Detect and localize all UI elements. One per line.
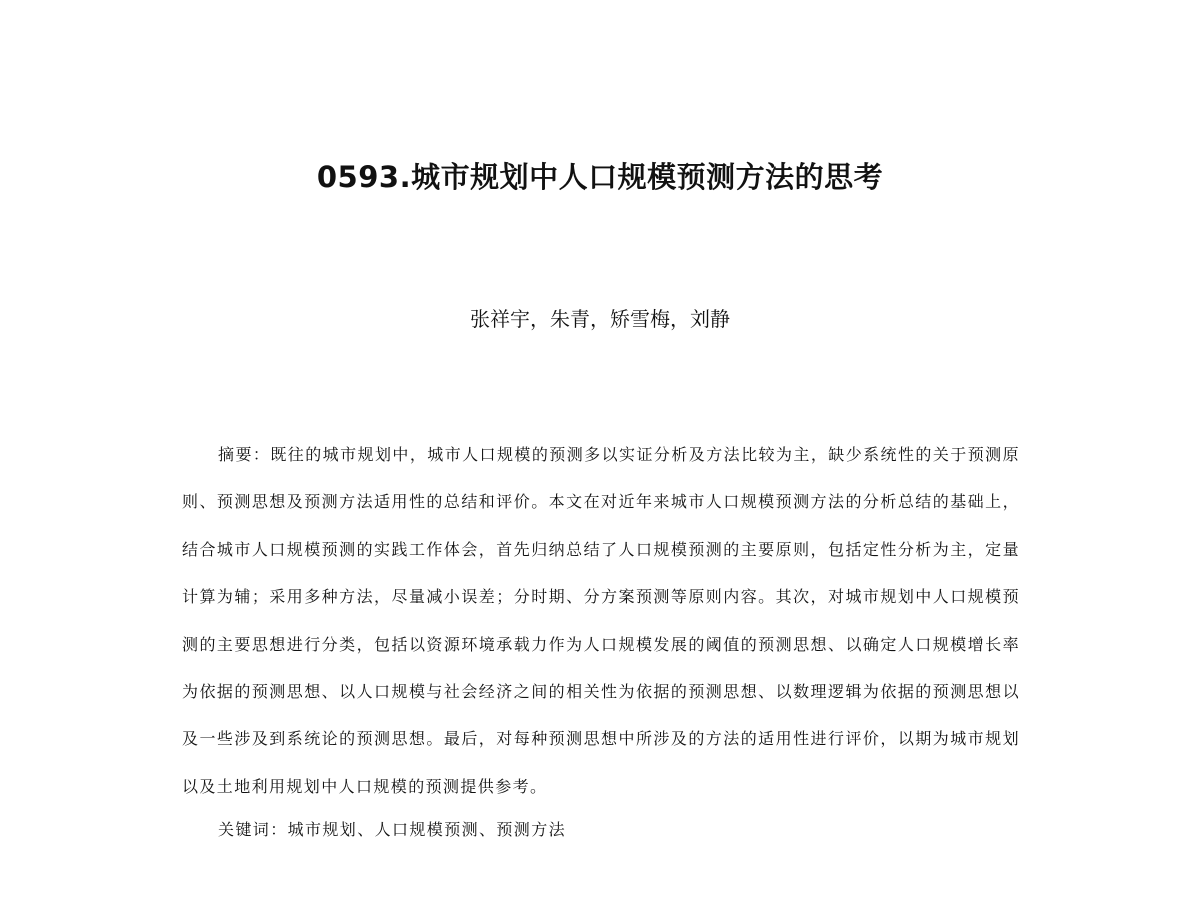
abstract-text: 既往的城市规划中，城市人口规模的预测多以实证分析及方法比较为主，缺少系统性的关于预测原则、预测思想及预测方法适用性的总结和评价。本文在对近年来城市人口规模预测方法的分析总结的基础上，结合城市人口规模预测的实践工作体会，首先归纳总结了人口规模预测的主要原则，包括定性分析为主，定量计算为辅；采用多种方法，尽量减小误差；分时期、分方案预测等原则内容。其次，对城市规划中人口规模预测的主要思想进行分类，包括以资源环境承载力作为人口规模发展的阈值的预测思想、以确定人口规模增长率为依据的预测思想、以人口规模与社会经济之间的相关性为依据的预测思想、以数理逻辑为依据的预测思想以及一些涉及到系统论的预测思想。最后，对每种预测思想中所涉及的方法的适用性进行评价，以期为城市规划以及土地利用规划中人口规模的预测提供参考。 xyxy=(182,445,1020,796)
paper-authors: 张祥宇，朱青，矫雪梅，刘静 xyxy=(470,307,730,331)
keywords-line xyxy=(218,814,566,846)
keywords-text: 城市规划、人口规模预测、预测方法 xyxy=(287,820,567,839)
abstract-paragraph xyxy=(182,431,1020,810)
keywords-label: 关键词： xyxy=(218,820,288,839)
paper-title: 0593.城市规划中人口规模预测方法的思考 xyxy=(316,160,884,194)
abstract-label: 摘要： xyxy=(218,445,271,464)
